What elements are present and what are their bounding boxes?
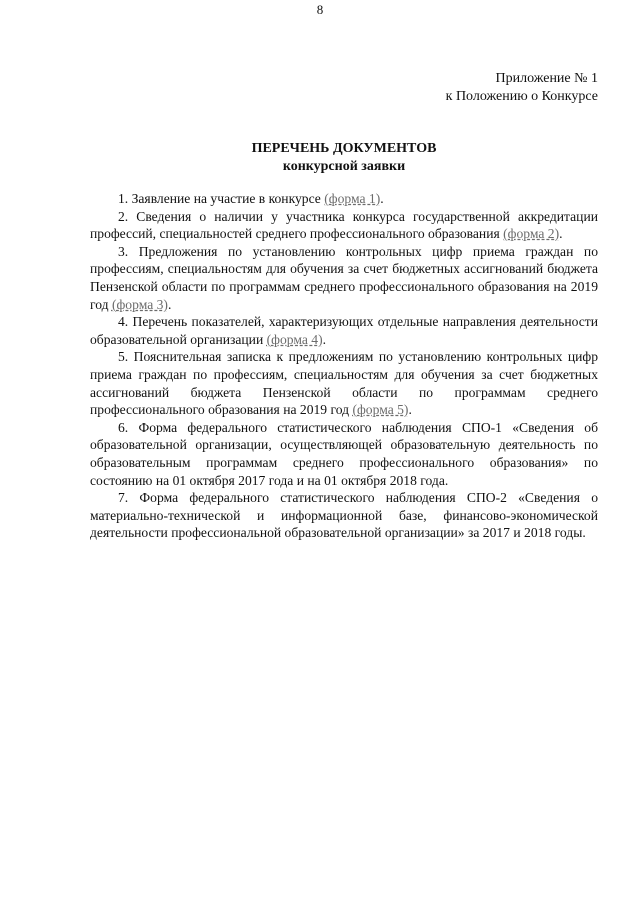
- list-item-tail: .: [380, 191, 384, 206]
- document-title: [90, 140, 598, 176]
- list-item-text: 4. Перечень показателей, характеризующих отдельные направления деятельности образовательной организации: [90, 314, 598, 347]
- list-item-text: 5. Пояснительная записка к предложениям по установлению контрольных цифр приема граждан по профессиям, специальностям для обучения за счет бюджетных ассигнований бюджета Пензенской области по программам среднего профессионального образования на 2019 год: [90, 349, 598, 418]
- list-item-5: [90, 348, 598, 418]
- list-item-tail: .: [559, 226, 563, 242]
- list-item-6: [90, 419, 598, 489]
- appendix-header: [446, 70, 598, 106]
- appendix-line-1: Приложение № 1: [495, 71, 598, 86]
- appendix-line-2: к Положению о Конкурсе: [445, 89, 598, 104]
- list-item-text: 3. Предложения по установлению контрольных цифр приема граждан по профессиям, специальностям для обучения за счет бюджетных ассигнований бюджета Пензенской области по программам среднего профессионального образования на 2019 год: [90, 243, 598, 312]
- documents-list: [90, 190, 598, 542]
- list-item-1: [90, 190, 598, 208]
- list-item-text: 7. Форма федерального статистического наблюдения СПО-2 «Сведения о материально-технической и информационной базе, финансово-экономической деятельности профессиональной образовательной организации» за 2017 и 2018 годы.: [90, 490, 598, 541]
- page-number: 8: [316, 2, 324, 17]
- list-item-4: [90, 313, 598, 348]
- form-5-link[interactable]: (форма 5): [352, 402, 409, 418]
- list-item-tail: .: [322, 331, 327, 347]
- form-2-link[interactable]: (форма 2): [503, 226, 560, 242]
- list-item-text: 6. Форма федерального статистического наблюдения СПО-1 «Сведения об образовательной организации, осуществляющей образовательную деятельность по образовательным программам среднего профессионального образования» по состоянию на 01 октября 2017 года и на 01 октября 2018 года.: [90, 419, 598, 488]
- list-item-text: 2. Сведения о наличии у участника конкурса государственной аккредитации профессий, специальностей среднего профессионального образования: [90, 208, 598, 242]
- form-1-link[interactable]: (форма 1): [324, 191, 381, 206]
- list-item-3: [90, 243, 598, 313]
- form-4-link[interactable]: (форма 4): [266, 331, 323, 347]
- form-3-link[interactable]: (форма 3): [111, 296, 168, 312]
- title-main: ПЕРЕЧЕНЬ ДОКУМЕНТОВ: [251, 141, 437, 156]
- list-item-7: [90, 489, 598, 542]
- list-item-text: 1. Заявление на участие в конкурсе: [118, 191, 325, 206]
- title-sub: конкурсной заявки: [282, 159, 406, 174]
- list-item-tail: .: [167, 296, 172, 312]
- list-item-tail: .: [408, 402, 412, 418]
- list-item-2: [90, 208, 598, 243]
